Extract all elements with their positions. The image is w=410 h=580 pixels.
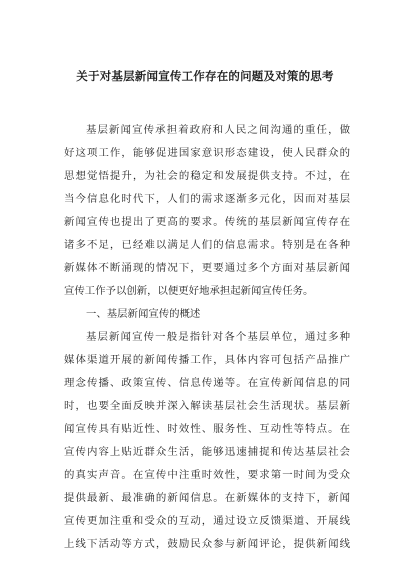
- paragraph-line: 新媒体不断涌现的情况下，更要通过多个方面对基层新闻: [64, 262, 350, 274]
- paragraph-line: 提供最新、最准确的新闻信息。在新媒体的支持下，新闻: [64, 492, 350, 504]
- document-title: 关于对基层新闻宣传工作存在的问题及对策的思考: [76, 69, 334, 83]
- paragraph-line: 上线下活动等方式，鼓励民众参与新闻评论，提供新闻线: [64, 538, 350, 550]
- paragraph-line: 基层新闻宣传承担着政府和人民之间沟通的重任，做: [86, 124, 350, 136]
- paragraph-line: 宣传内容上贴近群众生活，能够迅速捕捉和传达基层社会: [64, 446, 350, 458]
- paragraph-line: 基层新闻宣传一般是指针对各个基层单位，通过多种: [86, 331, 350, 343]
- paragraph-line: 媒体渠道开展的新闻传播工作，具体内容可包括产品推广: [64, 354, 350, 366]
- paragraph-line: 思想觉悟提升，为社会的稳定和发展提供支持。不过，在: [64, 170, 350, 182]
- paragraph-line: 当今信息化时代下，人们的需求逐渐多元化，因而对基层: [64, 193, 350, 205]
- paragraph-line: 好这项工作，能够促进国家意识形态建设，使人民群众的: [64, 147, 350, 159]
- paragraph-line: 理念传播、政策宣传、信息传递等。在宣传新闻信息的同: [64, 377, 350, 389]
- paragraph-line: 时，也要全面反映并深入解读基层社会生活现状。基层新: [64, 400, 350, 412]
- paragraph-line: 宣传更加注重和受众的互动，通过设立反馈渠道、开展线: [64, 515, 350, 527]
- section-heading: 一、基层新闻宣传的概述: [86, 308, 201, 320]
- paragraph-line: 的真实声音。在宣传中注重时效性，要求第一时间为受众: [64, 469, 350, 481]
- paragraph-line: 宣传工作予以创新，以便更好地承担起新闻宣传任务。: [64, 285, 314, 297]
- paragraph-line: 闻宣传具有贴近性、时效性、服务性、互动性等特点。在: [64, 423, 350, 435]
- paragraph-line: 新闻宣传也提出了更高的要求。传统的基层新闻宣传存在: [64, 216, 350, 228]
- paragraph-line: 诸多不足，已经难以满足人们的信息需求。特别是在各种: [64, 239, 350, 251]
